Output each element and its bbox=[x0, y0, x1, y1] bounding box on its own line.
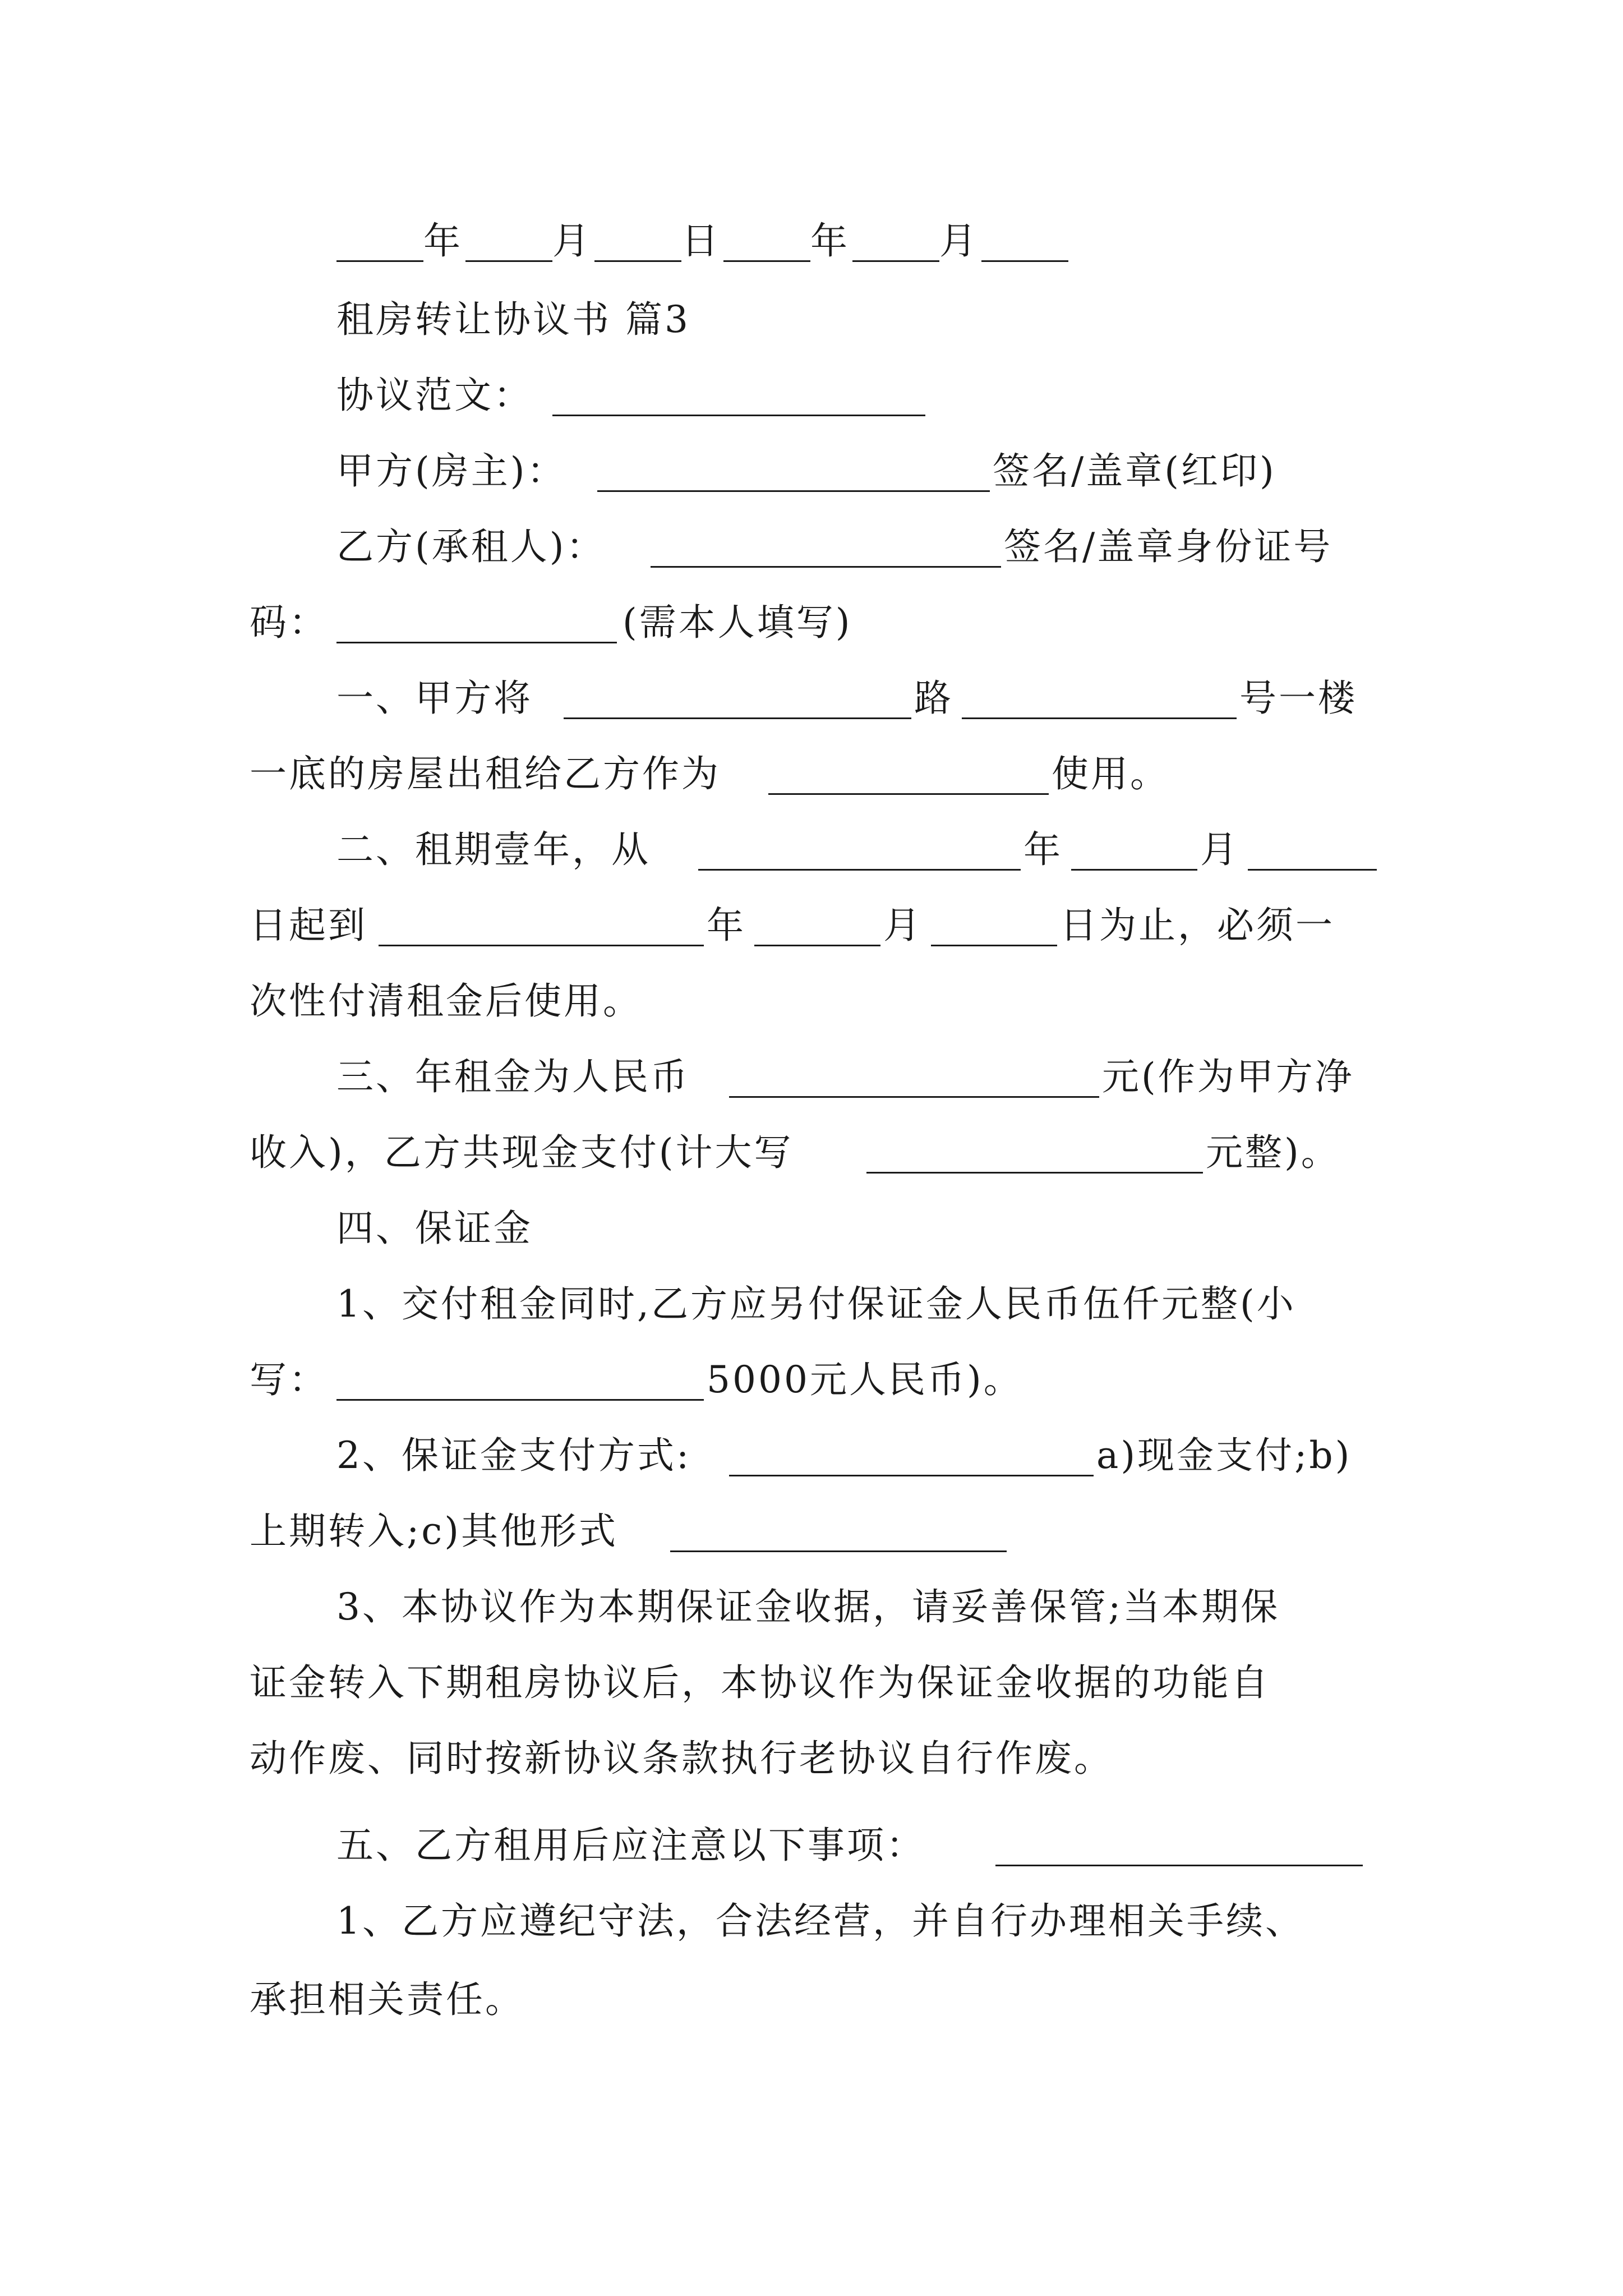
date-day-label: 日 bbox=[681, 219, 721, 263]
blank-field[interactable] bbox=[379, 903, 704, 946]
clause2-month: 月 bbox=[883, 904, 923, 947]
clause3-line bbox=[0, 1055, 1623, 1099]
clause4-item3-line bbox=[0, 1585, 1623, 1630]
clause2-year: 年 bbox=[707, 904, 746, 947]
blank-field[interactable] bbox=[670, 1509, 1007, 1552]
blank-field[interactable] bbox=[594, 219, 681, 262]
party-a-label: 甲方(房主)： bbox=[336, 449, 566, 493]
date-year-label: 年 bbox=[810, 219, 850, 263]
blank-field[interactable] bbox=[1248, 827, 1377, 871]
blank-field[interactable] bbox=[552, 373, 925, 416]
clause4-item1-amount: 5000元人民币)。 bbox=[707, 1358, 1023, 1401]
clause5-title: 五、乙方租用后应注意以下事项： bbox=[336, 1824, 925, 1867]
party-a-sign: 签名/盖章(红印) bbox=[993, 449, 1276, 493]
clause5-item1-line-2 bbox=[0, 1977, 1623, 2022]
date-year-label: 年 bbox=[423, 219, 463, 263]
document-heading: 租房转让协议书 篇3 bbox=[336, 298, 690, 341]
clause4-item3: 证金转入下期租房协议后，本协议作为保证金收据的功能自 bbox=[250, 1661, 1270, 1704]
clause4-title: 四、保证金 bbox=[336, 1207, 533, 1250]
blank-field[interactable] bbox=[754, 903, 880, 946]
heading-line bbox=[0, 297, 1623, 342]
clause3-yuan: 元(作为甲方净 bbox=[1102, 1055, 1354, 1098]
blank-field[interactable] bbox=[698, 827, 1021, 871]
clause4-item3-line-3 bbox=[0, 1736, 1623, 1781]
party-b-sign: 签名/盖章身份证号 bbox=[1004, 525, 1333, 568]
clause4-item2-line-2 bbox=[0, 1509, 1623, 1554]
clause4-item2-line bbox=[0, 1433, 1623, 1478]
clause2-line bbox=[0, 827, 1623, 872]
blank-field[interactable] bbox=[931, 903, 1057, 946]
blank-field[interactable] bbox=[723, 219, 810, 262]
clause3-total: 元整)。 bbox=[1206, 1131, 1340, 1174]
date-month-label: 月 bbox=[939, 219, 979, 263]
clause5-item1: 承担相关责任。 bbox=[250, 1978, 524, 2021]
clause4-item1-line-2 bbox=[0, 1358, 1623, 1402]
agreement-sample-label: 协议范文： bbox=[336, 374, 533, 417]
blank-field[interactable] bbox=[1071, 827, 1197, 871]
party-a-line bbox=[0, 449, 1623, 494]
blank-field[interactable] bbox=[597, 449, 990, 492]
clause1-road: 路 bbox=[914, 677, 953, 720]
blank-field[interactable] bbox=[995, 1823, 1363, 1866]
clause1-use: 使用。 bbox=[1052, 752, 1169, 795]
clause4-item3: 3、本协议作为本期保证金收据，请妥善保管;当本期保 bbox=[336, 1585, 1280, 1628]
clause2-line-3 bbox=[0, 979, 1623, 1024]
party-b-line bbox=[0, 524, 1623, 569]
blank-field[interactable] bbox=[336, 1358, 704, 1401]
clause3-line-2 bbox=[0, 1130, 1623, 1175]
clause4-item3: 动作废、同时按新协议条款执行老协议自行作废。 bbox=[250, 1737, 1113, 1780]
clause1-line-2 bbox=[0, 752, 1623, 797]
clause2-text: 二、租期壹年，从 bbox=[336, 828, 651, 871]
clause3-text: 三、年租金为人民币 bbox=[336, 1055, 690, 1098]
party-b-id-line bbox=[0, 600, 1623, 645]
clause3-text: 收入)，乙方共现金支付(计大写 bbox=[250, 1131, 794, 1174]
clause5-item1-line bbox=[0, 1899, 1623, 1944]
blank-field[interactable] bbox=[729, 1055, 1099, 1098]
clause2-line-2 bbox=[0, 903, 1623, 948]
blank-field[interactable] bbox=[336, 600, 617, 643]
blank-field[interactable] bbox=[465, 219, 552, 262]
clause1-text: 一、甲方将 bbox=[336, 677, 533, 720]
clause4-item2-options: a)现金支付;b) bbox=[1096, 1434, 1352, 1477]
clause4-item2: 2、保证金支付方式: bbox=[336, 1434, 691, 1477]
blank-field[interactable] bbox=[962, 676, 1237, 719]
blank-field[interactable] bbox=[729, 1433, 1094, 1476]
date-month-label: 月 bbox=[552, 219, 592, 263]
clause2-from: 日起到 bbox=[250, 904, 367, 947]
blank-field[interactable] bbox=[852, 219, 939, 262]
id-note: (需本人填写) bbox=[623, 601, 852, 644]
clause2-year: 年 bbox=[1023, 828, 1063, 871]
date-line bbox=[0, 219, 1623, 264]
clause2-text: 次性付清租金后使用。 bbox=[250, 979, 642, 1023]
blank-field[interactable] bbox=[336, 219, 423, 262]
blank-field[interactable] bbox=[651, 524, 1001, 568]
clause4-item1: 1、交付租金同时,乙方应另付保证金人民币伍仟元整(小 bbox=[336, 1282, 1296, 1326]
id-prefix: 码： bbox=[250, 601, 328, 644]
clause5-item1: 1、乙方应遵纪守法，合法经营，并自行办理相关手续、 bbox=[336, 1899, 1304, 1943]
clause2-end: 日为止，必须一 bbox=[1060, 904, 1335, 947]
party-b-label: 乙方(承租人)： bbox=[336, 525, 606, 568]
clause1-text: 一底的房屋出租给乙方作为 bbox=[250, 752, 721, 795]
clause1-line bbox=[0, 676, 1623, 721]
clause2-month: 月 bbox=[1200, 828, 1239, 871]
clause4-item2-other: 上期转入;c)其他形式 bbox=[250, 1510, 618, 1553]
blank-field[interactable] bbox=[564, 676, 911, 719]
clause4-item3-line-2 bbox=[0, 1660, 1623, 1705]
clause4-item1-write: 写： bbox=[250, 1358, 328, 1401]
blank-field[interactable] bbox=[768, 752, 1049, 795]
agreement-sample-line bbox=[0, 373, 1623, 418]
clause1-number: 号一楼 bbox=[1239, 677, 1357, 720]
clause5-title-line bbox=[0, 1823, 1623, 1868]
clause4-title-line bbox=[0, 1206, 1623, 1251]
blank-field[interactable] bbox=[866, 1130, 1203, 1174]
blank-field[interactable] bbox=[981, 219, 1068, 262]
clause4-item1-line bbox=[0, 1282, 1623, 1327]
